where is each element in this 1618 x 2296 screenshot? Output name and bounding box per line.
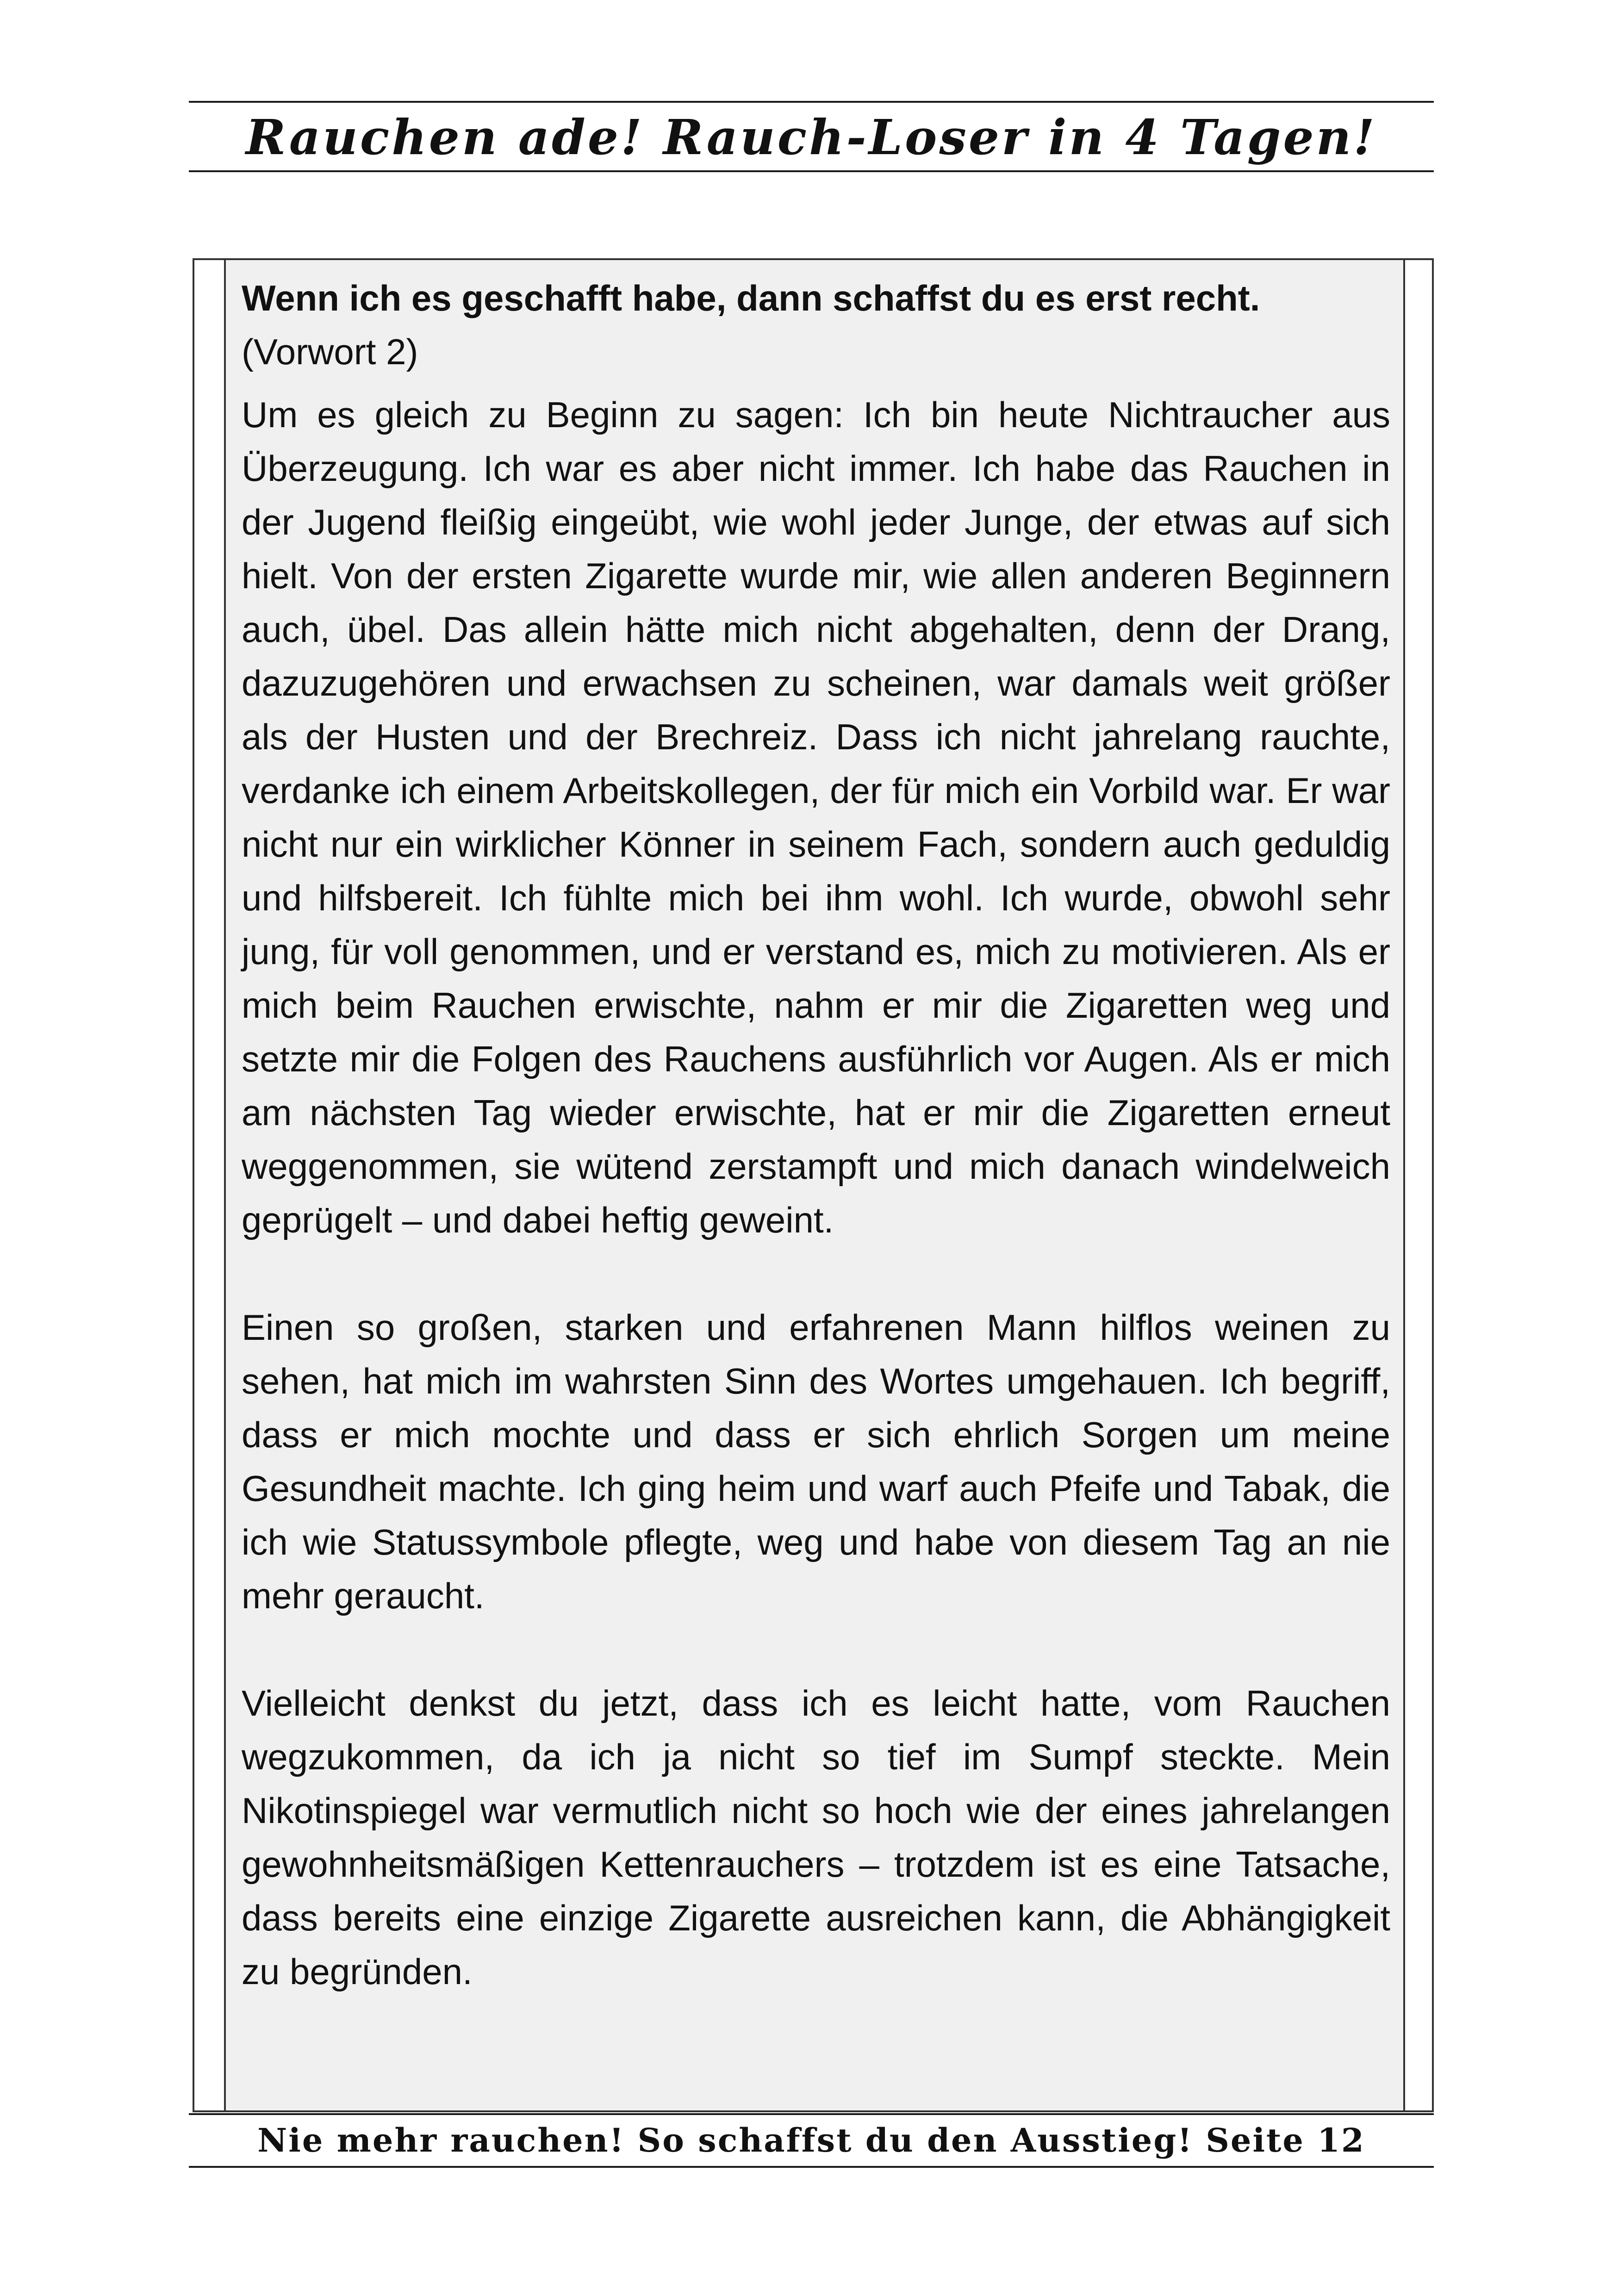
footer-rule-bottom bbox=[189, 2166, 1434, 2168]
box-subtitle: (Vorwort 2) bbox=[242, 331, 418, 372]
footer-rule-top bbox=[189, 2113, 1434, 2115]
paragraph-1: Um es gleich zu Beginn zu sagen: Ich bin heute Nichtraucher aus Überzeugung. Ich war es aber nicht immer. Ich habe das Rauchen in der Jugend fleißig eingeübt, wie wohl jeder Junge, der etwas auf sich hielt. Von der ersten Zigarette wurde mir, wie allen anderen Beginnern auch, übel. Das allein hätte mich nicht abgehalten, denn der Drang, dazuzugehören und erwachsen zu scheinen, war damals weit größer als der Husten und der Brechreiz. Dass ich nicht jahrelang rauchte, verdanke ich einem Arbeitskollegen, der für mich ein Vorbild war. Er war nicht nur ein wirklicher Könner in seinem Fach, sondern auch geduldig und hilfsbereit. Ich fühlte mich bei ihm wohl. Ich wurde, obwohl sehr jung, für voll genommen, und er verstand es, mich zu motivieren. Als er mich beim Rauchen erwischte, nahm er mir die Zigaretten weg und setzte mir die Folgen des Rauchens ausführlich vor Augen. Als er mich am nächsten Tag wieder erwischte, hat er mir die Zigaretten erneut weggenommen, sie wütend zerstampft und mich danach windelweich geprügelt – und dabei heftig geweint. bbox=[242, 394, 1390, 1240]
text-box-body bbox=[242, 271, 1390, 1998]
box-headline: Wenn ich es geschafft habe, dann schaffst du es erst recht. bbox=[242, 278, 1260, 318]
header-rule-bottom bbox=[189, 170, 1434, 172]
header-rule-top bbox=[189, 101, 1434, 103]
paragraph-3: Vielleicht denkst du jetzt, dass ich es leicht hatte, vom Rauchen wegzukommen, da ich ja nicht so tief im Sumpf steckte. Mein Nikotinspiegel war vermutlich nicht so hoch wie der eines jahrelangen gewohnheitsmäßigen Kettenrauchers – trotzdem ist es eine Tatsache, dass bereits eine einzige Zigarette ausreichen kann, die Abhängigkeit zu begründen. bbox=[242, 1683, 1390, 1992]
paragraph-2: Einen so großen, starken und erfahrenen Mann hilflos weinen zu sehen, hat mich im wahrsten Sinn des Wortes umgehauen. Ich begriff, dass er mich mochte und dass er sich ehrlich Sorgen um meine Gesundheit machte. Ich ging heim und warf auch Pfeife und Tabak, die ich wie Statussymbole pflegte, weg und habe von diesem Tag an nie mehr geraucht. bbox=[242, 1307, 1390, 1616]
page-footer: Nie mehr rauchen! So schaffst du den Ausstieg! Seite 12 bbox=[257, 2121, 1365, 2159]
page-header-title: Rauchen ade! Rauch-Loser in 4 Tagen! bbox=[246, 109, 1377, 166]
